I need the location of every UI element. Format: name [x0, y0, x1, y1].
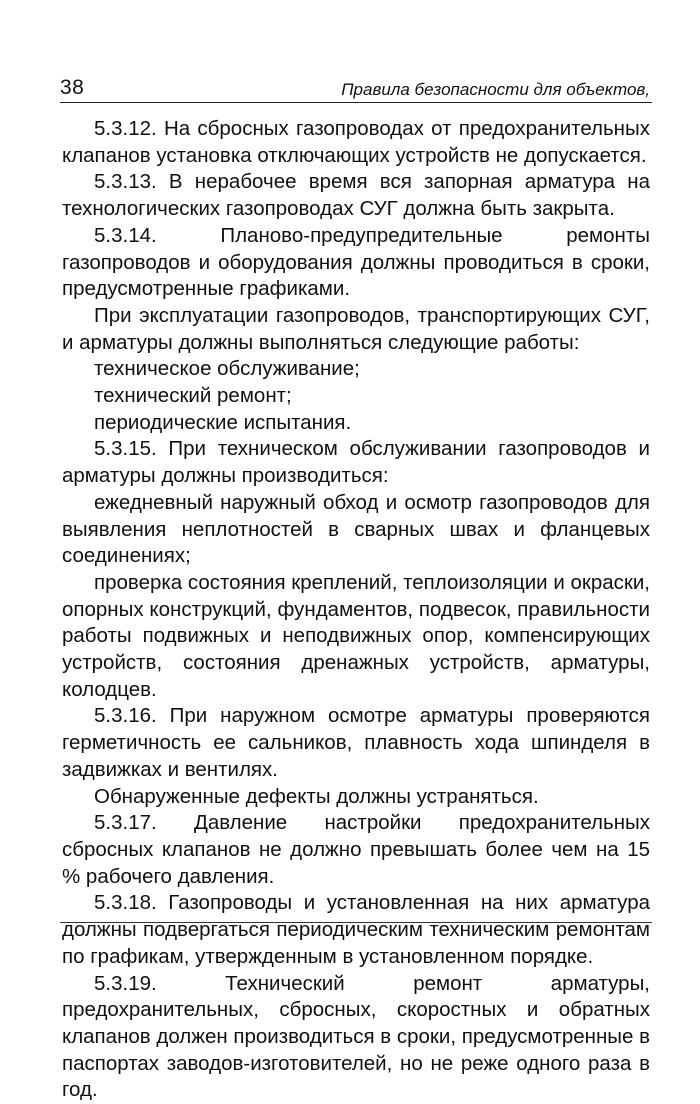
- paragraph-5-3-14: 5.3.14. Планово-предупредительные ремонты газопроводов и оборудования должны проводиться в сроки, предусмотренные графиками.: [62, 223, 650, 303]
- list-item-condition-check: проверка состояния креплений, теплоизоляции и окраски, опорных конструкций, фундаментов, подвесок, правильности работы подвижных и неподвижных опор, компенсирующих устройств, состояния дренажных устройств, арматуры, колодцев.: [62, 570, 650, 704]
- paragraph-5-3-13: 5.3.13. В нерабочее время вся запорная арматура на технологических газопроводах СУГ должна быть закрыта.: [62, 169, 650, 222]
- bottom-rule: [60, 922, 652, 923]
- list-item-testing: периодические испытания.: [62, 410, 650, 437]
- paragraph-5-3-15: 5.3.15. При техническом обслуживании газопроводов и арматуры должны производиться:: [62, 436, 650, 489]
- paragraph-5-3-19: 5.3.19. Технический ремонт арматуры, предохранительных, сбросных, скоростных и обратных клапанов должен производиться в сроки, предусмотренные в паспортах заводов-изготовителей, но не реже одного раза в год.: [62, 971, 650, 1104]
- page-body: [62, 116, 650, 1104]
- list-item-daily-inspection: ежедневный наружный обход и осмотр газопроводов для выявления неплотностей в сварных швах и фланцевых соединениях;: [62, 490, 650, 570]
- page-number: 38: [60, 76, 84, 100]
- paragraph-5-3-12: 5.3.12. На сбросных газопроводах от предохранительных клапанов установка отключающих устройств не допускается.: [62, 116, 650, 169]
- running-title: Правила безопасности для объектов,: [341, 80, 650, 100]
- list-item-maintenance: техническое обслуживание;: [62, 356, 650, 383]
- paragraph-works-intro: При эксплуатации газопроводов, транспортирующих СУГ, и арматуры должны выполняться следующие работы:: [62, 303, 650, 356]
- page-header: [60, 76, 652, 103]
- paragraph-5-3-18: 5.3.18. Газопроводы и установленная на них арматура должны подвергаться периодическим техническим ремонтам по графикам, утвержденным в установленном порядке.: [62, 890, 650, 970]
- paragraph-5-3-17: 5.3.17. Давление настройки предохранительных сбросных клапанов не должно превышать более чем на 15 % рабочего давления.: [62, 810, 650, 890]
- paragraph-defects: Обнаруженные дефекты должны устраняться.: [62, 784, 650, 811]
- paragraph-5-3-16: 5.3.16. При наружном осмотре арматуры проверяются герметичность ее сальников, плавность хода шпинделя в задвижках и вентилях.: [62, 703, 650, 783]
- list-item-repair: технический ремонт;: [62, 383, 650, 410]
